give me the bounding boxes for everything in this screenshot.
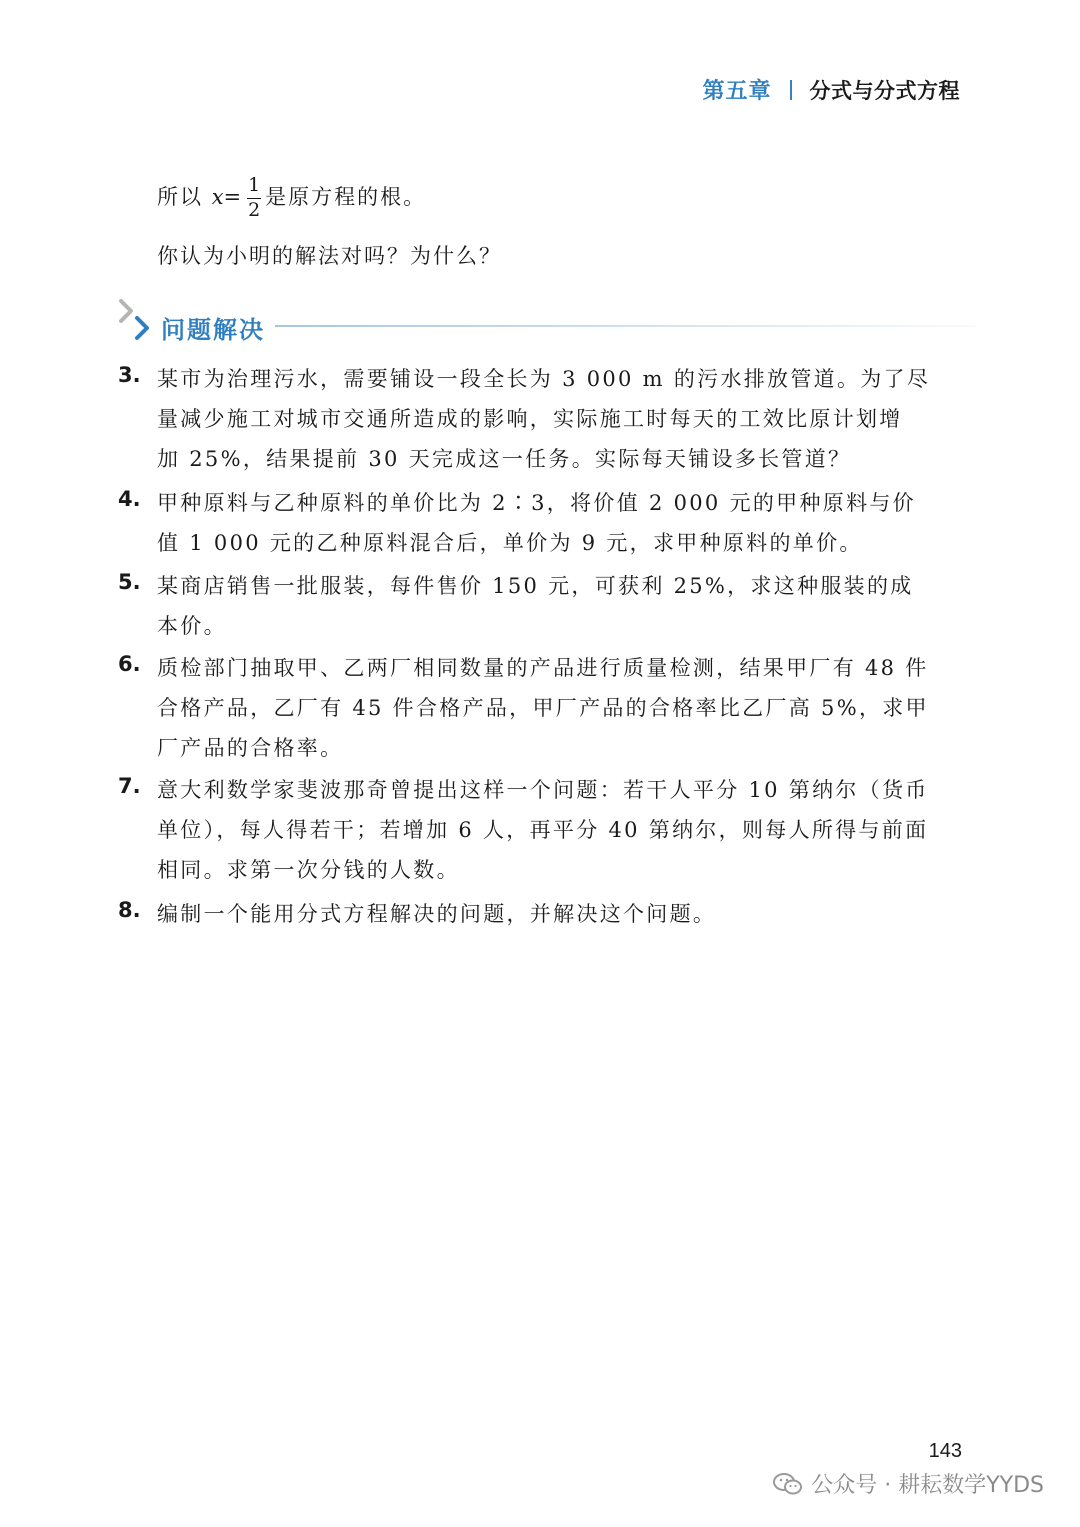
problem-line: 甲种原料与乙种原料的单价比为 2∶3，将价值 2 000 元的甲种原料与价	[157, 491, 916, 515]
chevron-blue-icon	[133, 315, 153, 341]
chapter-title: 分式与分式方程	[809, 78, 960, 103]
fraction-one-half	[247, 176, 261, 221]
problem-line: 加 25%，结果提前 30 天完成这一任务。实际每天铺设多长管道？	[157, 447, 852, 471]
problem-line: 质检部门抽取甲、乙两厂相同数量的产品进行质量检测，结果甲厂有 48 件	[157, 656, 929, 680]
section-title: 问题解决	[161, 316, 265, 344]
header-divider	[790, 80, 792, 100]
problem-line: 合格产品，乙厂有 45 件合格产品，甲厂产品的合格率比乙厂高 5%，求甲	[157, 696, 929, 720]
watermark-text: 公众号 · 耕耘数学YYDS	[811, 1473, 1044, 1498]
equals-sign: =	[223, 185, 244, 210]
problem-line: 值 1 000 元的乙种原料混合后，单价为 9 元，求甲种原料的单价。	[157, 531, 863, 555]
intro-line-2: 你认为小明的解法对吗？为什么？	[157, 244, 502, 268]
problem-line: 相同。求第一次分钱的人数。	[157, 858, 460, 882]
problem-line: 单位），每人得若干；若增加 6 人，再平分 40 第纳尔，则每人所得与前面	[157, 818, 929, 842]
variable-x: x	[211, 185, 224, 210]
fraction-denominator: 2	[248, 199, 261, 222]
running-header	[702, 74, 960, 105]
intro-line-1	[157, 176, 426, 221]
problem-number: 7.	[118, 774, 141, 798]
intro-text-pre: 所以	[157, 185, 203, 210]
problem-number: 8.	[118, 898, 141, 922]
fraction-numerator: 1	[248, 174, 261, 196]
wechat-icon	[773, 1472, 803, 1496]
watermark	[773, 1468, 1044, 1499]
problem-number: 3.	[118, 363, 141, 387]
problem-line: 某市为治理污水，需要铺设一段全长为 3 000 m 的污水排放管道。为了尽	[157, 367, 931, 391]
problem-line: 厂产品的合格率。	[157, 736, 344, 760]
problem-number: 6.	[118, 652, 141, 676]
section-heading	[117, 298, 967, 354]
problem-number: 4.	[118, 487, 141, 511]
problem-line: 意大利数学家斐波那奇曾提出这样一个问题：若干人平分 10 第纳尔（货币	[157, 778, 929, 802]
problem-line: 本价。	[157, 614, 227, 638]
intro-text-post: 是原方程的根。	[265, 185, 427, 210]
section-divider	[275, 325, 975, 327]
problem-line: 某商店销售一批服装，每件售价 150 元，可获利 25%，求这种服装的成	[157, 574, 914, 598]
problem-line: 量减少施工对城市交通所造成的影响，实际施工时每天的工效比原计划增	[157, 407, 903, 431]
chapter-label: 第五章	[702, 79, 772, 104]
page-number: 143	[928, 1440, 962, 1462]
problem-line: 编制一个能用分式方程解决的问题，并解决这个问题。	[157, 902, 717, 926]
problem-number: 5.	[118, 570, 141, 594]
